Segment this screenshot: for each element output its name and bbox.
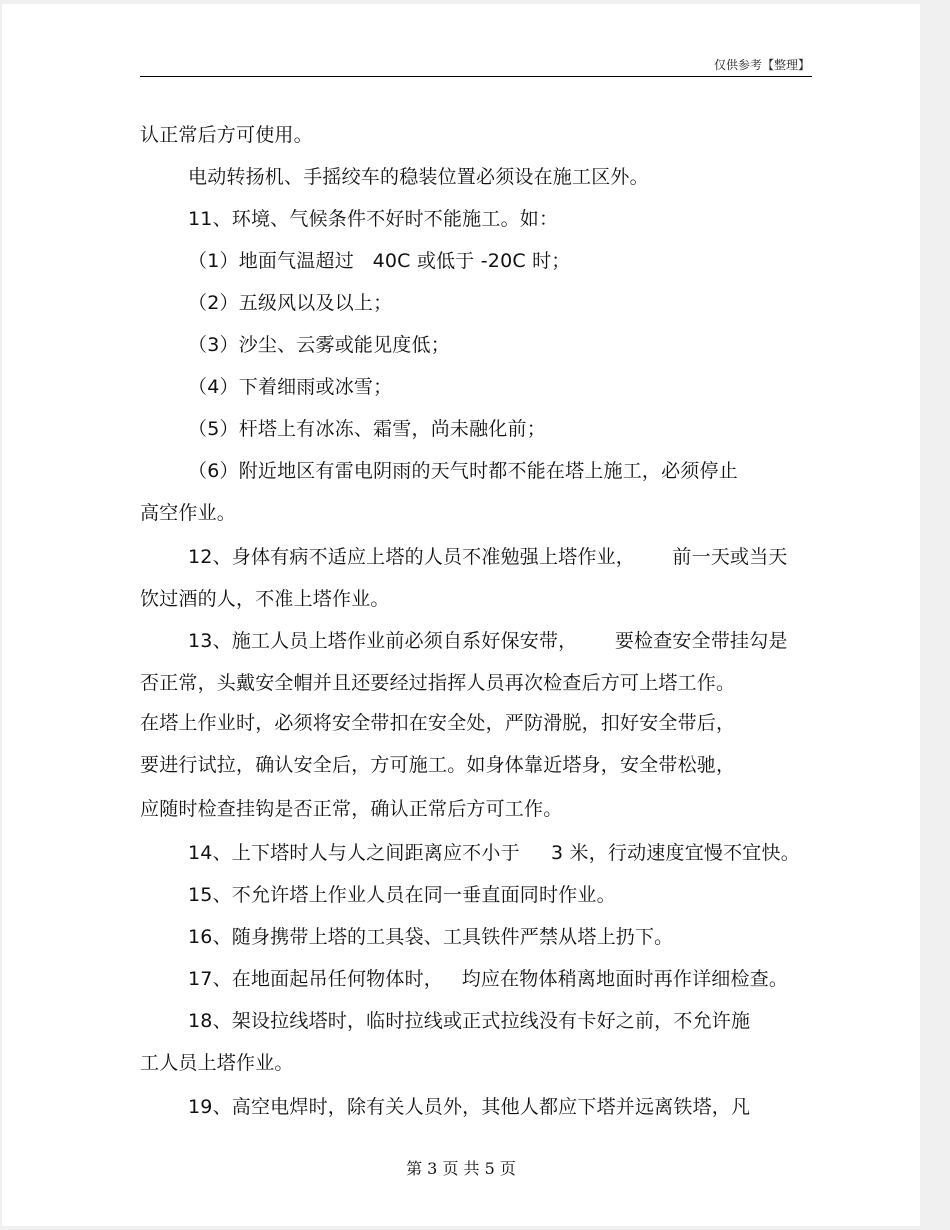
document-page bbox=[2, 4, 920, 1226]
body-line: 认正常后方可使用。 bbox=[140, 124, 313, 146]
body-line: 19、高空电焊时，除有关人员外，其他人都应下塔并远离铁塔，凡 bbox=[188, 1096, 751, 1118]
body-line: （6）附近地区有雷电阴雨的天气时都不能在塔上施工，必须停止 bbox=[188, 460, 738, 482]
body-line: 否正常，头戴安全帽并且还要经过指挥人员再次检查后方可上塔工作。 bbox=[140, 672, 736, 694]
body-line: （2）五级风以及以上； bbox=[188, 292, 393, 314]
header-note: 仅供参考【整理】 bbox=[713, 58, 810, 72]
body-line: 13、施工人员上塔作业前必须自系好保安带， 要检查安全带挂勾是 bbox=[188, 630, 788, 652]
body-line: 12、身体有病不适应上塔的人员不准勉强上塔作业， 前一天或当天 bbox=[188, 546, 788, 568]
body-line: 要进行试拉，确认安全后，方可施工。如身体靠近塔身，安全带松驰， bbox=[140, 754, 736, 776]
body-line: 电动转扬机、手摇绞车的稳装位置必须设在施工区外。 bbox=[188, 166, 649, 188]
body-line: 11、环境、气候条件不好时不能施工。如： bbox=[188, 208, 559, 230]
body-line: 工人员上塔作业。 bbox=[140, 1052, 294, 1074]
body-line: （5）杆塔上有冰冻、霜雪，尚未融化前； bbox=[188, 418, 546, 440]
body-line: （3）沙尘、云雾或能见度低； bbox=[188, 334, 450, 356]
body-line: 饮过酒的人，不准上塔作业。 bbox=[140, 588, 390, 610]
body-line: 18、架设拉线塔时，临时拉线或正式拉线没有卡好之前，不允许施 bbox=[188, 1010, 751, 1032]
body-line: 在塔上作业时，必须将安全带扣在安全处，严防滑脱，扣好安全带后， bbox=[140, 712, 736, 734]
body-line: 高空作业。 bbox=[140, 502, 237, 524]
body-line: 15、不允许塔上作业人员在同一垂直面同时作业。 bbox=[188, 884, 616, 906]
header-rule bbox=[140, 76, 812, 77]
body-line: 16、随身携带上塔的工具袋、工具铁件严禁从塔上扔下。 bbox=[188, 926, 674, 948]
body-line: 17、在地面起吊任何物体时， 均应在物体稍离地面时再作详细检查。 bbox=[188, 968, 789, 990]
body-line: （4）下着细雨或冰雪； bbox=[188, 376, 393, 398]
body-line: 应随时检查挂钩是否正常，确认正常后方可工作。 bbox=[140, 798, 563, 820]
body-line: 14、上下塔时人与人之间距离应不小于 3 米，行动速度宜慢不宜快。 bbox=[188, 842, 800, 864]
page-number: 第 3 页 共 5 页 bbox=[406, 1159, 516, 1178]
body-line: （1）地面气温超过 40C 或低于 -20C 时； bbox=[188, 250, 571, 272]
